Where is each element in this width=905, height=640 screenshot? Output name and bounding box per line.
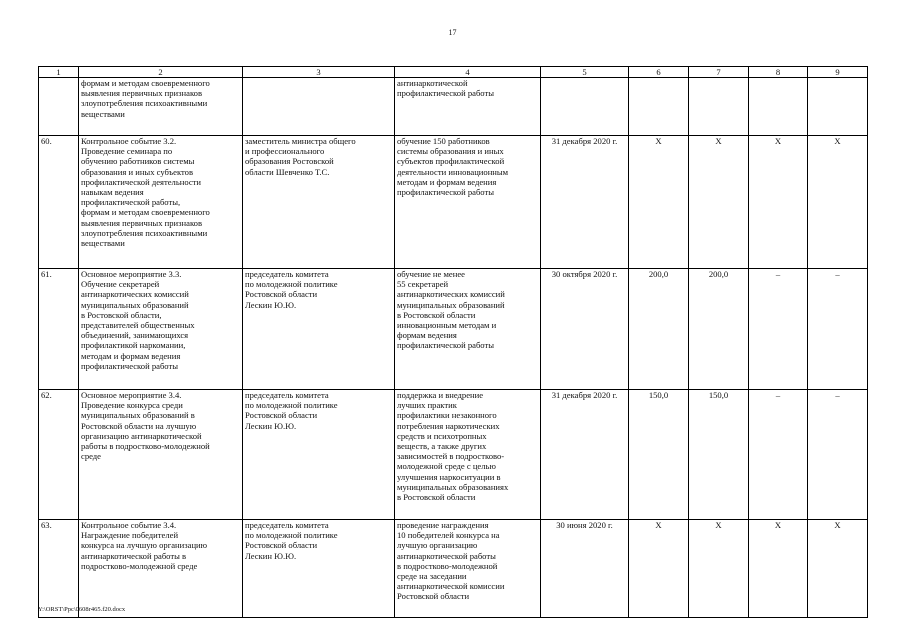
funding-cell-7 [689, 78, 749, 136]
activity-cell-line: работы в подростково-молодежной [81, 441, 210, 452]
page-number: 17 [448, 28, 457, 37]
result-cell-line: системы образования и иных [397, 146, 504, 157]
funding-cell-8 [749, 78, 808, 136]
table-row [39, 136, 868, 269]
activity-cell-line: муниципальных образований [81, 299, 189, 310]
result-cell-line: 10 победителей конкурса на [397, 530, 500, 541]
table-header [39, 67, 868, 78]
result-cell-line: 55 секретарей [397, 279, 449, 290]
header-cell-1: 1 [39, 67, 79, 78]
activity-cell-line: объединений, занимающихся [81, 330, 189, 341]
result-cell-line: антинаркотической [397, 78, 468, 88]
activity-cell-line: профилактической работы [81, 360, 179, 371]
funding-cell-6: 150,0 [629, 390, 689, 520]
activity-cell-line: подростково-молодежной среде [81, 560, 198, 571]
result-cell [395, 269, 541, 390]
responsible-cell [243, 520, 395, 618]
activity-cell-line: Проведение семинара по [81, 146, 173, 157]
result-cell-line: обучение не менее [397, 269, 465, 279]
funding-cell-6: X [629, 136, 689, 269]
responsible-cell-line: председатель комитета [245, 390, 329, 400]
activity-cell-line: выявления первичных признаков [81, 217, 203, 228]
activity-cell [79, 390, 243, 520]
funding-cell-6: 200,0 [629, 269, 689, 390]
activity-cell-line: обучению работников системы [81, 156, 195, 167]
responsible-cell-line: области Шевченко Т.С. [245, 166, 330, 177]
table-row [39, 390, 868, 520]
result-cell-line: проведение награждения [397, 520, 489, 530]
funding-cell-6: X [629, 520, 689, 618]
file-path-footer: Y:\ORST\Ppc\0608r465.f20.docx [38, 606, 126, 613]
deadline-cell [541, 78, 629, 136]
responsible-cell-line: Ростовской области [245, 540, 318, 551]
result-cell-line: антинаркотической работы [397, 550, 496, 561]
responsible-cell-line: по молодежной политике [245, 530, 338, 541]
result-cell-line: профилактической работы [397, 187, 495, 198]
funding-cell-6 [629, 78, 689, 136]
result-cell-line: антинаркотических комиссий [397, 289, 505, 300]
funding-cell-7: 200,0 [689, 269, 749, 390]
responsible-cell-line: и профессионального [245, 146, 325, 157]
result-cell-line: методам и формам ведения [397, 176, 497, 187]
table-row [39, 520, 868, 618]
deadline-cell: 31 декабря 2020 г. [541, 136, 629, 269]
activity-cell-line: антинаркотической работы в [81, 550, 187, 561]
activity-cell-line: Обучение секретарей [81, 279, 160, 290]
result-cell [395, 390, 541, 520]
result-cell-line: зависимостей в подростково- [397, 451, 505, 462]
funding-cell-9 [808, 78, 868, 136]
plan-table [38, 66, 868, 618]
funding-cell-8: X [749, 136, 808, 269]
result-cell-line: лучших практик [397, 400, 457, 411]
activity-cell-line: злоупотребления психоактивными [81, 227, 208, 238]
responsible-cell-line: председатель комитета [245, 269, 329, 279]
result-cell [395, 78, 541, 136]
responsible-cell [243, 269, 395, 390]
activity-cell-line: навыкам ведения [81, 187, 144, 198]
activity-cell-line: образования и иных субъектов [81, 166, 194, 177]
activity-cell-line: среде [81, 451, 101, 462]
activity-cell-line: Награждение победителей [81, 530, 179, 541]
activity-cell-line: муниципальных образований в [81, 410, 195, 421]
activity-cell [79, 78, 243, 136]
activity-cell-line: организацию антинаркотической [81, 430, 202, 441]
row-number-cell [39, 78, 79, 136]
activity-cell [79, 269, 243, 390]
activity-cell-line: антинаркотических комиссий [81, 289, 189, 300]
table-row [39, 78, 868, 136]
responsible-cell-line: образования Ростовской [245, 156, 334, 167]
activity-cell-line: Проведение конкурса среди [81, 400, 183, 411]
funding-cell-8: – [749, 269, 808, 390]
responsible-cell [243, 78, 395, 136]
deadline-cell: 31 декабря 2020 г. [541, 390, 629, 520]
result-cell-line: в Ростовской области [397, 309, 476, 320]
table-body [39, 78, 868, 618]
result-cell-line: профилактической работы [397, 88, 495, 99]
result-cell-line: формам ведения [397, 330, 457, 341]
header-cell-2: 2 [79, 67, 243, 78]
activity-cell-line: Основное мероприятие 3.3. [81, 269, 182, 279]
responsible-cell [243, 136, 395, 269]
header-cell-6: 6 [629, 67, 689, 78]
activity-cell [79, 520, 243, 618]
funding-cell-7: X [689, 136, 749, 269]
funding-cell-8: X [749, 520, 808, 618]
activity-cell-line: в Ростовской области, [81, 309, 162, 320]
result-cell-line: субъектов профилактической [397, 156, 505, 167]
responsible-cell-line: Ростовской области [245, 289, 318, 300]
funding-cell-7: 150,0 [689, 390, 749, 520]
responsible-cell-line: председатель комитета [245, 520, 329, 530]
header-cell-4: 4 [395, 67, 541, 78]
result-cell-line: веществ, а также других [397, 441, 487, 452]
responsible-cell-line: заместитель министра общего [245, 136, 356, 146]
funding-cell-9: – [808, 390, 868, 520]
activity-cell-line: методам и формам ведения [81, 350, 181, 361]
activity-cell-line: формам и методам своевременного [81, 207, 210, 218]
result-cell-line: деятельности инновационным [397, 166, 509, 177]
funding-cell-9: X [808, 136, 868, 269]
activity-cell-line: формам и методам своевременного [81, 78, 210, 88]
header-cell-3: 3 [243, 67, 395, 78]
activity-cell-line: Основное мероприятие 3.4. [81, 390, 182, 400]
row-number-cell: 62. [39, 390, 79, 520]
activity-cell-line: профилактической работы, [81, 197, 181, 208]
row-number-cell: 63. [39, 520, 79, 618]
activity-cell-line: профилактикой наркомании, [81, 340, 186, 351]
funding-cell-7: X [689, 520, 749, 618]
result-cell-line: лучшую организацию [397, 540, 478, 551]
activity-cell-line: выявления первичных признаков [81, 88, 203, 99]
header-row [39, 67, 868, 78]
deadline-cell: 30 июня 2020 г. [541, 520, 629, 618]
activity-cell-line: Ростовской области на лучшую [81, 420, 197, 431]
header-cell-7: 7 [689, 67, 749, 78]
header-cell-8: 8 [749, 67, 808, 78]
responsible-cell-line: по молодежной политике [245, 279, 338, 290]
result-cell-line: поддержка и внедрение [397, 390, 484, 400]
responsible-cell-line: Лескин Ю.Ю. [245, 299, 297, 310]
row-number-cell: 61. [39, 269, 79, 390]
result-cell-line: муниципальных образований [397, 299, 505, 310]
activity-cell-line: веществами [81, 108, 125, 119]
funding-cell-8: – [749, 390, 808, 520]
result-cell-line: средств и психотропных [397, 430, 487, 441]
result-cell-line: муниципальных образованиях [397, 481, 509, 492]
result-cell-line: профилактической работы [397, 340, 495, 351]
result-cell [395, 136, 541, 269]
responsible-cell-line: Ростовской области [245, 410, 318, 421]
result-cell-line: обучение 150 работников [397, 136, 490, 146]
result-cell-line: среде на заседании [397, 571, 467, 582]
table-row [39, 269, 868, 390]
row-number-cell: 60. [39, 136, 79, 269]
result-cell-line: улучшения наркоситуации в [397, 471, 501, 482]
responsible-cell-line: Лескин Ю.Ю. [245, 550, 297, 561]
header-cell-9: 9 [808, 67, 868, 78]
activity-cell-line: конкурса на лучшую организацию [81, 540, 208, 551]
result-cell-line: молодежной среде с целью [397, 461, 496, 472]
result-cell-line: инновационным методам и [397, 320, 497, 331]
result-cell-line: в Ростовской области [397, 492, 476, 503]
deadline-cell: 30 октября 2020 г. [541, 269, 629, 390]
result-cell-line: в подростково-молодежной [397, 560, 498, 571]
activity-cell-line: Контрольное событие 3.2. [81, 136, 177, 146]
result-cell-line: потребления наркотических [397, 420, 500, 431]
responsible-cell-line: по молодежной политике [245, 400, 338, 411]
activity-cell-line: Контрольное событие 3.4. [81, 520, 177, 530]
activity-cell-line: веществами [81, 238, 125, 249]
funding-cell-9: – [808, 269, 868, 390]
responsible-cell-line: Лескин Ю.Ю. [245, 420, 297, 431]
activity-cell-line: профилактической деятельности [81, 176, 202, 187]
responsible-cell [243, 390, 395, 520]
result-cell [395, 520, 541, 618]
result-cell-line: Ростовской области [397, 591, 470, 602]
header-cell-5: 5 [541, 67, 629, 78]
activity-cell-line: злоупотребления психоактивными [81, 98, 208, 109]
activity-cell-line: представителей общественных [81, 320, 195, 331]
result-cell-line: антинаркотической комиссии [397, 581, 505, 592]
activity-cell [79, 136, 243, 269]
funding-cell-9: X [808, 520, 868, 618]
result-cell-line: профилактики незаконного [397, 410, 497, 421]
